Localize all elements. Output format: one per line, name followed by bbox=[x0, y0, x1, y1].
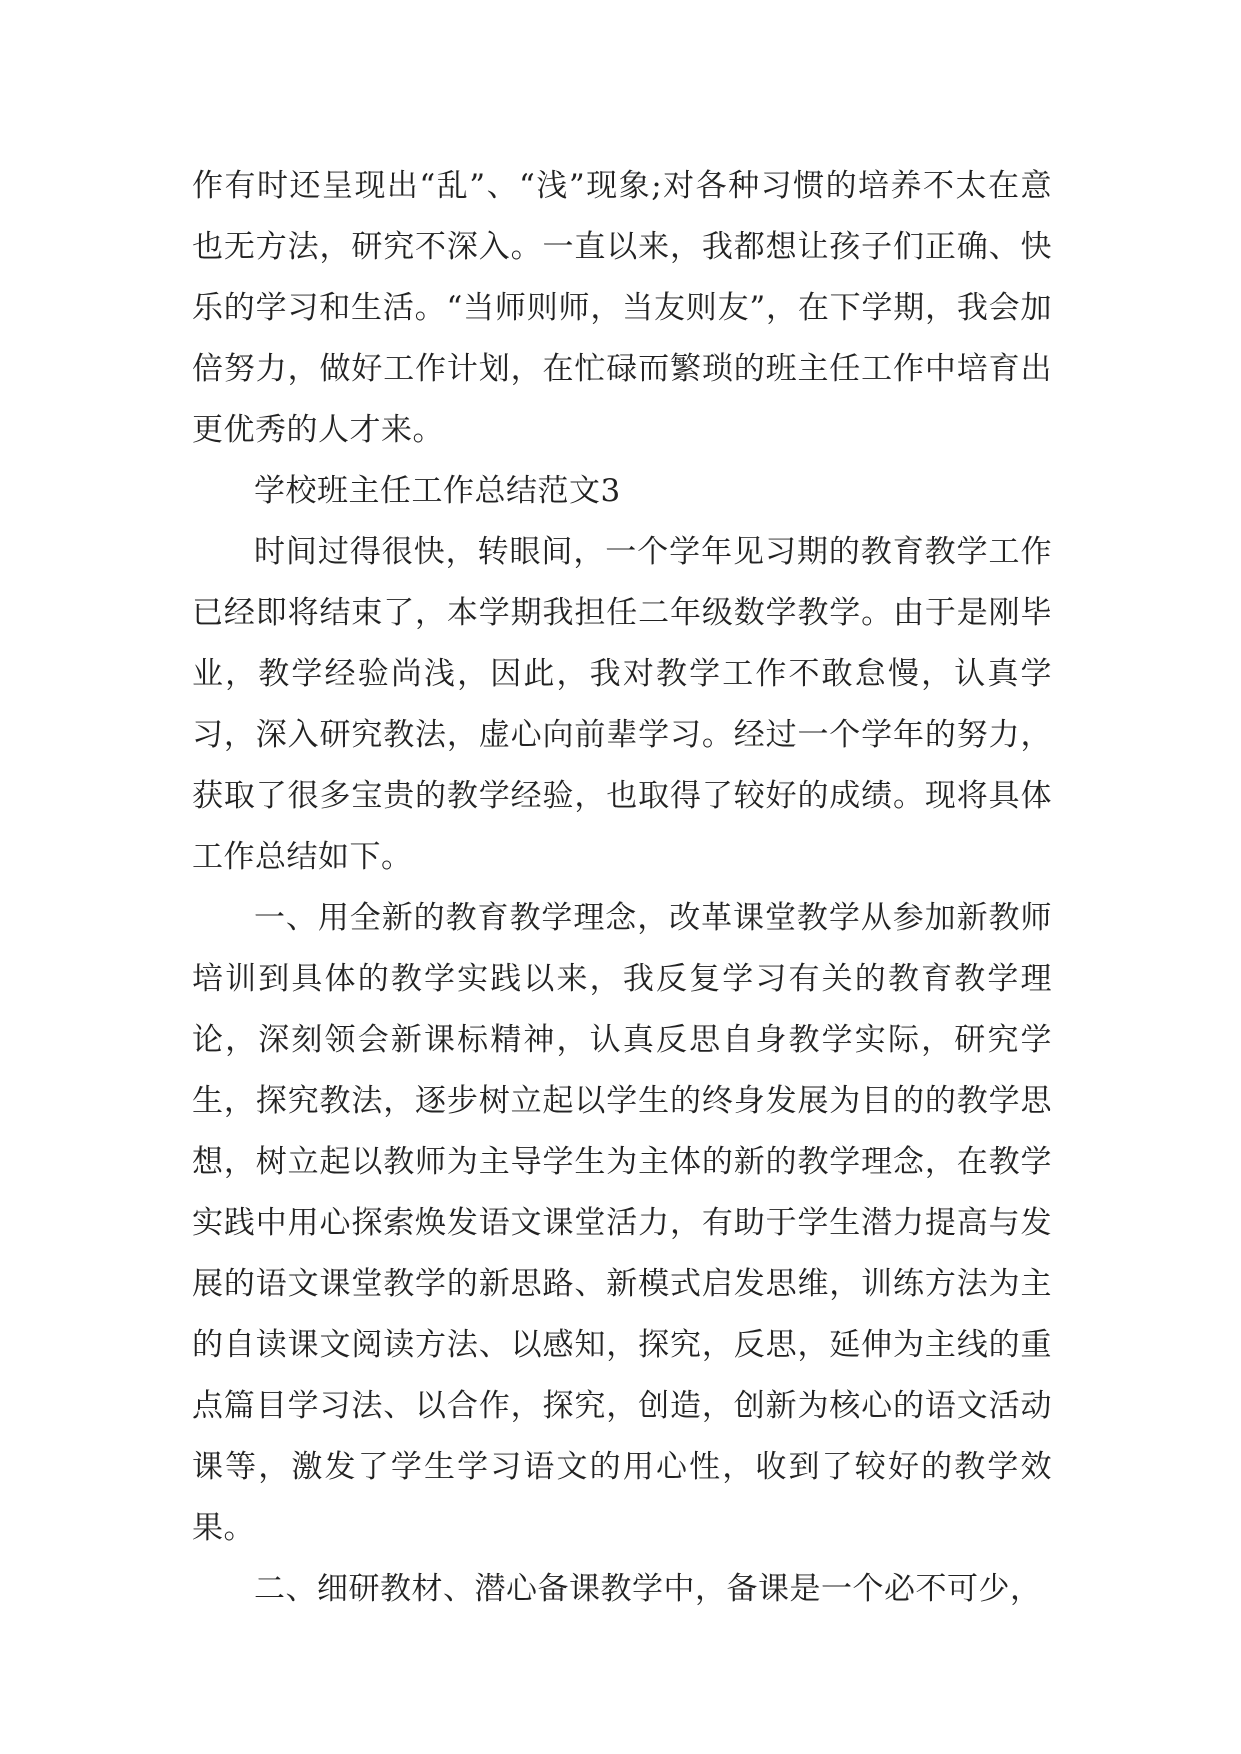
paragraph-continuation: 作有时还呈现出“乱”、“浅”现象;对各种习惯的培养不太在意也无方法，研究不深入。一直以来，我都想让孩子们正确、快乐的学习和生活。“当师则师，当友则友”，在下学期，我会加倍努力，做好工作计划，在忙碌而繁琐的班主任工作中培育出更优秀的人才来。 bbox=[192, 168, 1052, 448]
paragraph-intro: 时间过得很快，转眼间，一个学年见习期的教育教学工作已经即将结束了，本学期我担任二年级数学教学。由于是刚毕业，教学经验尚浅，因此，我对教学工作不敢怠慢，认真学习，深入研究教法，虚心向前辈学习。经过一个学年的努力，获取了很多宝贵的教学经验，也取得了较好的成绩。现将具体工作总结如下。 bbox=[192, 534, 1052, 875]
paragraph-point-two: 二、细研教材、潜心备课教学中，备课是一个必不可少， bbox=[254, 1571, 1042, 1607]
paragraph-point-one: 一、用全新的教育教学理念，改革课堂教学从参加新教师培训到具体的教学实践以来，我反复学习有关的教育教学理论，深刻领会新课标精神，认真反思自身教学实际，研究学生，探究教法，逐步树立起以学生的终身发展为目的的教学思想，树立起以教师为主导学生为主体的新的教学理念，在教学实践中用心探索焕发语文课堂活力，有助于学生潜力提高与发展的语文课堂教学的新思路、新模式启发思维，训练方法为主的自读课文阅读方法、以感知，探究，反思，延伸为主线的重点篇目学习法、以合作，探究，创造，创新为核心的语文活动课等，激发了学生学习语文的用心性，收到了较好的教学效果。 bbox=[192, 900, 1052, 1546]
document-body bbox=[192, 156, 1052, 1620]
section-heading: 学校班主任工作总结范文3 bbox=[254, 473, 621, 509]
